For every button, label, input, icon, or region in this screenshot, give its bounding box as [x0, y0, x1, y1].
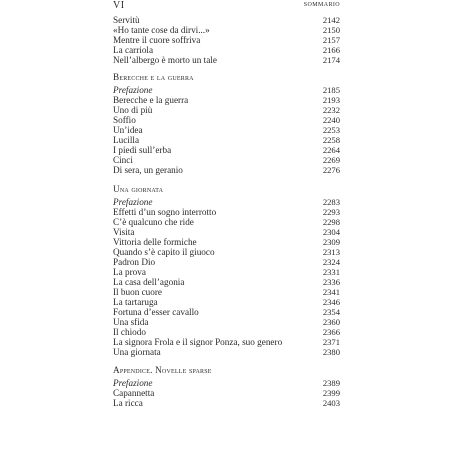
toc-entry-page: 2253 — [322, 125, 340, 135]
toc-entry — [113, 165, 340, 175]
toc-block-continuation — [113, 15, 340, 65]
toc-entry-title: Lucilla — [113, 135, 140, 145]
toc-entry — [113, 135, 340, 145]
page-header — [113, 1, 340, 11]
toc-entry-title: Capannetta — [113, 388, 155, 398]
toc-entry-page: 2283 — [322, 197, 340, 207]
toc-entry-page: 2366 — [322, 327, 340, 337]
toc-entry-title: La prova — [113, 267, 146, 277]
toc-entry-title: Soffio — [113, 115, 136, 125]
toc-entry — [113, 145, 340, 155]
toc-entry-page: 2331 — [322, 267, 340, 277]
toc-entry — [113, 267, 340, 277]
toc-entry-title: Berecche e la guerra — [113, 95, 189, 105]
toc-entry-title: C’è qualcuno che ride — [113, 217, 194, 227]
toc-entry-title: La signora Frola e il signor Ponza, suo genero — [113, 337, 283, 347]
toc-entry — [113, 55, 340, 65]
toc-entry-page: 2336 — [322, 277, 340, 287]
toc-entry-page: 2269 — [322, 155, 340, 165]
toc-entry-title: Fortuna d’esser cavallo — [113, 307, 199, 317]
toc-entry-title: Una giornata — [113, 347, 161, 357]
toc-entry-page: 2166 — [322, 45, 340, 55]
toc-entry-page: 2389 — [322, 378, 340, 388]
toc-entry-title: Servitù — [113, 15, 140, 25]
toc-entry — [113, 155, 340, 165]
toc-entry — [113, 35, 340, 45]
toc-entry-title: Vittoria delle formiche — [113, 237, 197, 247]
toc-entry — [113, 125, 340, 135]
toc-entry-title: Di sera, un geranio — [113, 165, 183, 175]
toc-section-appendice — [113, 378, 340, 408]
toc-entry-page: 2174 — [322, 55, 340, 65]
toc-entry-title: La casa dell’agonia — [113, 277, 185, 287]
section-heading-una-giornata: Una giornata — [113, 184, 164, 194]
toc-entry-title: Il buon cuore — [113, 287, 162, 297]
toc-entry-page: 2341 — [322, 287, 340, 297]
page-number: VI — [113, 0, 125, 11]
toc-entry-page: 2346 — [322, 297, 340, 307]
toc-entry-title: «Ho tante cose da dirvi...» — [113, 25, 210, 35]
toc-entry-page: 2304 — [322, 227, 340, 237]
running-title: SOMMARIO — [303, 2, 340, 8]
toc-entry — [113, 327, 340, 337]
toc-entry-page: 2232 — [322, 105, 340, 115]
toc-entry-title: Nell’albergo è morto un tale — [113, 55, 217, 65]
toc-entry — [113, 378, 340, 388]
section-heading-berecche: Berecche e la guerra — [113, 72, 194, 82]
toc-entry-title: Visita — [113, 227, 135, 237]
toc-entry — [113, 25, 340, 35]
toc-entry-title: Effetti d’un sogno interrotto — [113, 207, 217, 217]
toc-entry-title: Mentre il cuore soffriva — [113, 35, 201, 45]
toc-entry — [113, 277, 340, 287]
toc-entry — [113, 337, 340, 347]
toc-entry-page: 2313 — [322, 247, 340, 257]
toc-entry — [113, 388, 340, 398]
toc-section-berecche — [113, 85, 340, 175]
toc-entry — [113, 317, 340, 327]
toc-entry — [113, 398, 340, 408]
toc-entry-title: Cinci — [113, 155, 133, 165]
section-heading-appendice: Appendice. Novelle sparse — [113, 365, 212, 375]
toc-entry-page: 2399 — [322, 388, 340, 398]
toc-entry-page: 2142 — [322, 15, 340, 25]
toc-entry-page: 2360 — [322, 317, 340, 327]
toc-entry-title: Un’idea — [113, 125, 143, 135]
toc-entry-page: 2380 — [322, 347, 340, 357]
toc-entry-title: La ricca — [113, 398, 143, 408]
toc-entry-title: Una sfida — [113, 317, 149, 327]
toc-entry-page: 2354 — [322, 307, 340, 317]
toc-entry — [113, 15, 340, 25]
toc-entry — [113, 287, 340, 297]
toc-entry — [113, 45, 340, 55]
toc-entry-title: Uno di più — [113, 105, 153, 115]
toc-entry-title: Il chiodo — [113, 327, 146, 337]
toc-entry — [113, 217, 340, 227]
toc-entry-page: 2264 — [322, 145, 340, 155]
toc-entry-page: 2293 — [322, 207, 340, 217]
toc-entry — [113, 85, 340, 95]
toc-entry — [113, 227, 340, 237]
toc-entry-page: 2298 — [322, 217, 340, 227]
toc-entry-page: 2258 — [322, 135, 340, 145]
toc-entry — [113, 347, 340, 357]
toc-entry-page: 2157 — [322, 35, 340, 45]
toc-entry-title: Prefazione — [113, 85, 153, 95]
toc-entry-page: 2309 — [322, 237, 340, 247]
toc-entry — [113, 197, 340, 207]
toc-entry-title: Prefazione — [113, 378, 153, 388]
toc-entry-title: Quando s’è capito il giuoco — [113, 247, 215, 257]
toc-entry-title: La tartaruga — [113, 297, 158, 307]
toc-entry-page: 2240 — [322, 115, 340, 125]
toc-entry — [113, 297, 340, 307]
toc-entry — [113, 257, 340, 267]
toc-entry-title: I piedi sull’erba — [113, 145, 172, 155]
toc-entry-page: 2403 — [322, 398, 340, 408]
toc-entry-page: 2150 — [322, 25, 340, 35]
toc-entry — [113, 247, 340, 257]
toc-entry — [113, 115, 340, 125]
toc-entry — [113, 307, 340, 317]
toc-entry — [113, 207, 340, 217]
toc-entry — [113, 95, 340, 105]
toc-entry-page: 2193 — [322, 95, 340, 105]
toc-entry — [113, 237, 340, 247]
toc-entry-title: Prefazione — [113, 197, 153, 207]
toc-entry — [113, 105, 340, 115]
toc-entry-page: 2185 — [322, 85, 340, 95]
toc-entry-page: 2324 — [322, 257, 340, 267]
toc-entry-title: Padron Dio — [113, 257, 156, 267]
toc-section-una-giornata — [113, 197, 340, 357]
toc-entry-title: La carriola — [113, 45, 154, 55]
toc-entry-page: 2371 — [322, 337, 340, 347]
toc-entry-page: 2276 — [322, 165, 340, 175]
